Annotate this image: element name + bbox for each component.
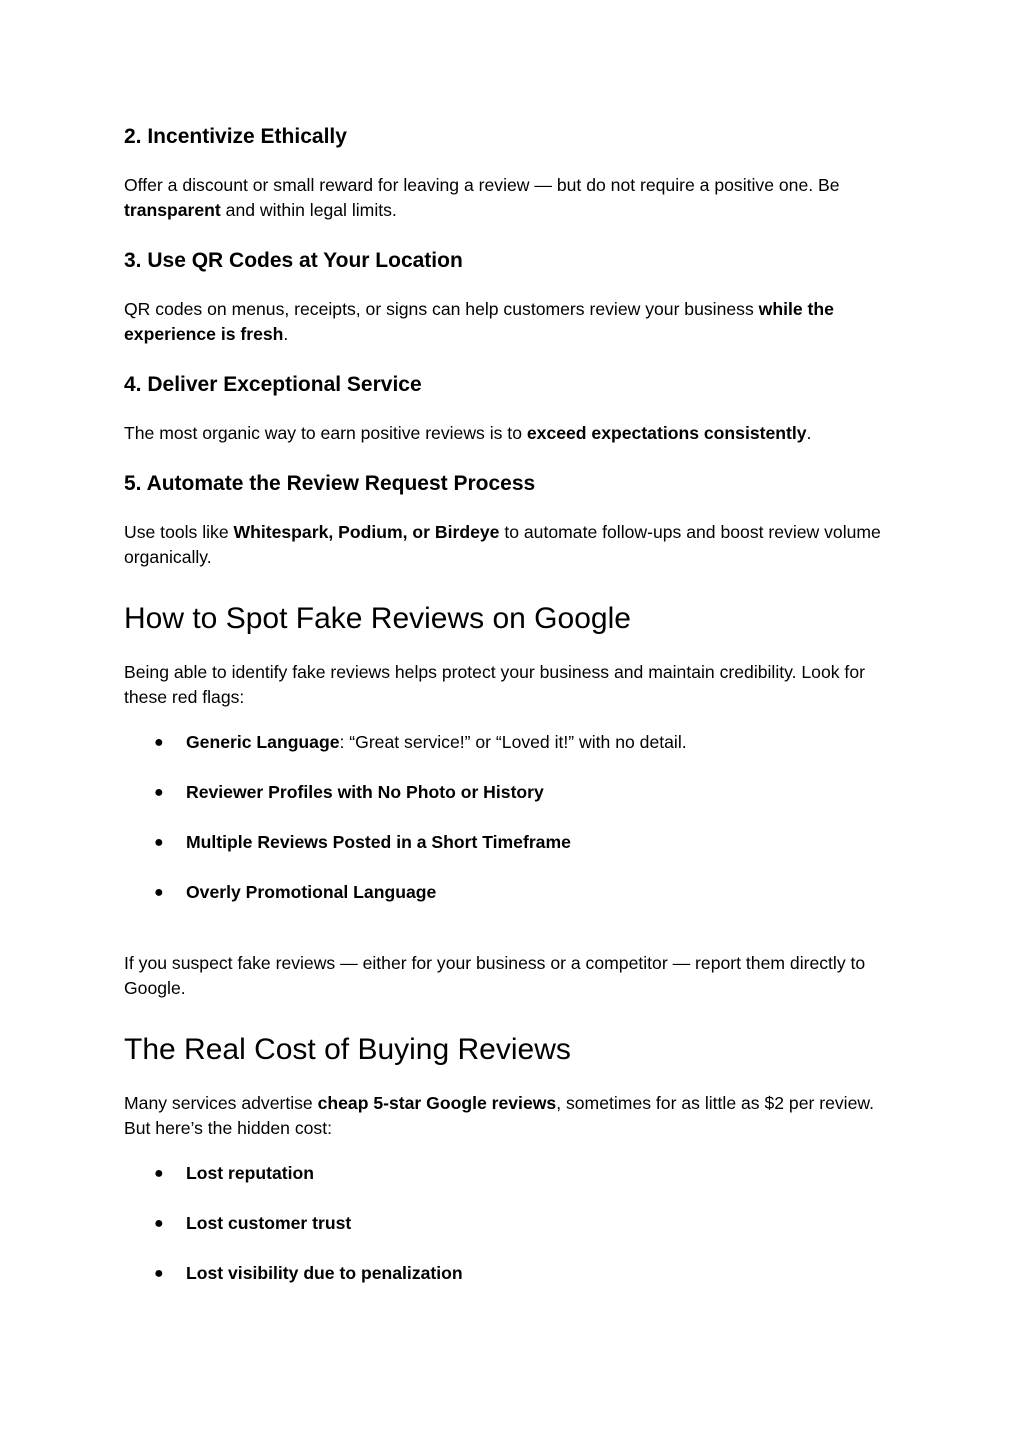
body-text: , sometimes for as little as $2 per review. But here’s the hidden cost: <box>124 1093 874 1138</box>
bullet-dot: ● <box>154 884 164 901</box>
section-heading-automate: 5. Automate the Review Request Process <box>124 472 536 495</box>
list-item-bold: Lost reputation <box>186 1163 315 1183</box>
body-text: Use tools like <box>124 522 234 542</box>
section-heading-incentivize: 2. Incentivize Ethically <box>124 125 347 148</box>
section-body-qr-codes <box>124 297 904 347</box>
bullet-dot: ● <box>154 834 164 851</box>
section-heading-service: 4. Deliver Exceptional Service <box>124 373 422 396</box>
list-item-text: : “Great service!” or “Loved it!” with no detail. <box>339 732 687 752</box>
list-item <box>186 830 571 855</box>
fake-reviews-intro: Being able to identify fake reviews helps protect your business and maintain credibility. Look for these red flags: <box>124 662 865 707</box>
body-bold-text: Whitespark, Podium, or Birdeye <box>233 522 500 542</box>
list-item <box>186 1211 351 1236</box>
body-text: Offer a discount or small reward for leaving a review — but do not require a positive one. Be <box>124 175 840 195</box>
list-item-bold: Lost customer trust <box>186 1213 352 1233</box>
body-text: to automate follow-ups and boost review volume organically. <box>124 522 881 567</box>
body-text: . <box>283 324 289 344</box>
list-item-bold: Lost visibility due to penalization <box>186 1263 463 1283</box>
section-body-automate <box>124 520 904 570</box>
body-bold-text: cheap 5-star Google reviews <box>317 1093 557 1113</box>
list-item <box>186 1261 463 1286</box>
list-item-bold: Overly Promotional Language <box>186 882 437 902</box>
fake-reviews-outro: If you suspect fake reviews — either for your business or a competitor — report them directly to Google. <box>124 953 866 998</box>
list-item-bold: Multiple Reviews Posted in a Short Timeframe <box>186 832 571 852</box>
body-bold-text: exceed expectations consistently <box>526 423 807 443</box>
bullet-dot: ● <box>154 1215 164 1232</box>
list-item-bold: Generic Language <box>186 732 340 752</box>
body-text: Many services advertise <box>124 1093 318 1113</box>
section-body-incentivize <box>124 173 904 223</box>
bullet-dot: ● <box>154 784 164 801</box>
section-heading-qr-codes: 3. Use QR Codes at Your Location <box>124 249 463 272</box>
bullet-dot: ● <box>154 1265 164 1282</box>
list-item <box>186 780 544 805</box>
list-item-bold: Reviewer Profiles with No Photo or History <box>186 782 544 802</box>
heading-spot-fake-reviews: How to Spot Fake Reviews on Google <box>124 602 631 635</box>
list-item <box>186 730 687 755</box>
bullet-dot: ● <box>154 1165 164 1182</box>
body-text: and within legal limits. <box>220 200 397 220</box>
list-item <box>186 1161 314 1186</box>
body-bold-text: while the experience is fresh <box>124 299 834 344</box>
bullet-dot: ● <box>154 734 164 751</box>
body-text: . <box>806 423 812 443</box>
body-text: The most organic way to earn positive reviews is to <box>124 423 527 443</box>
list-item <box>186 880 436 905</box>
body-text: QR codes on menus, receipts, or signs can help customers review your business <box>124 299 759 319</box>
section-body-service <box>124 421 904 446</box>
body-bold-text: transparent <box>124 200 221 220</box>
real-cost-body <box>124 1091 904 1141</box>
heading-real-cost: The Real Cost of Buying Reviews <box>124 1033 571 1066</box>
